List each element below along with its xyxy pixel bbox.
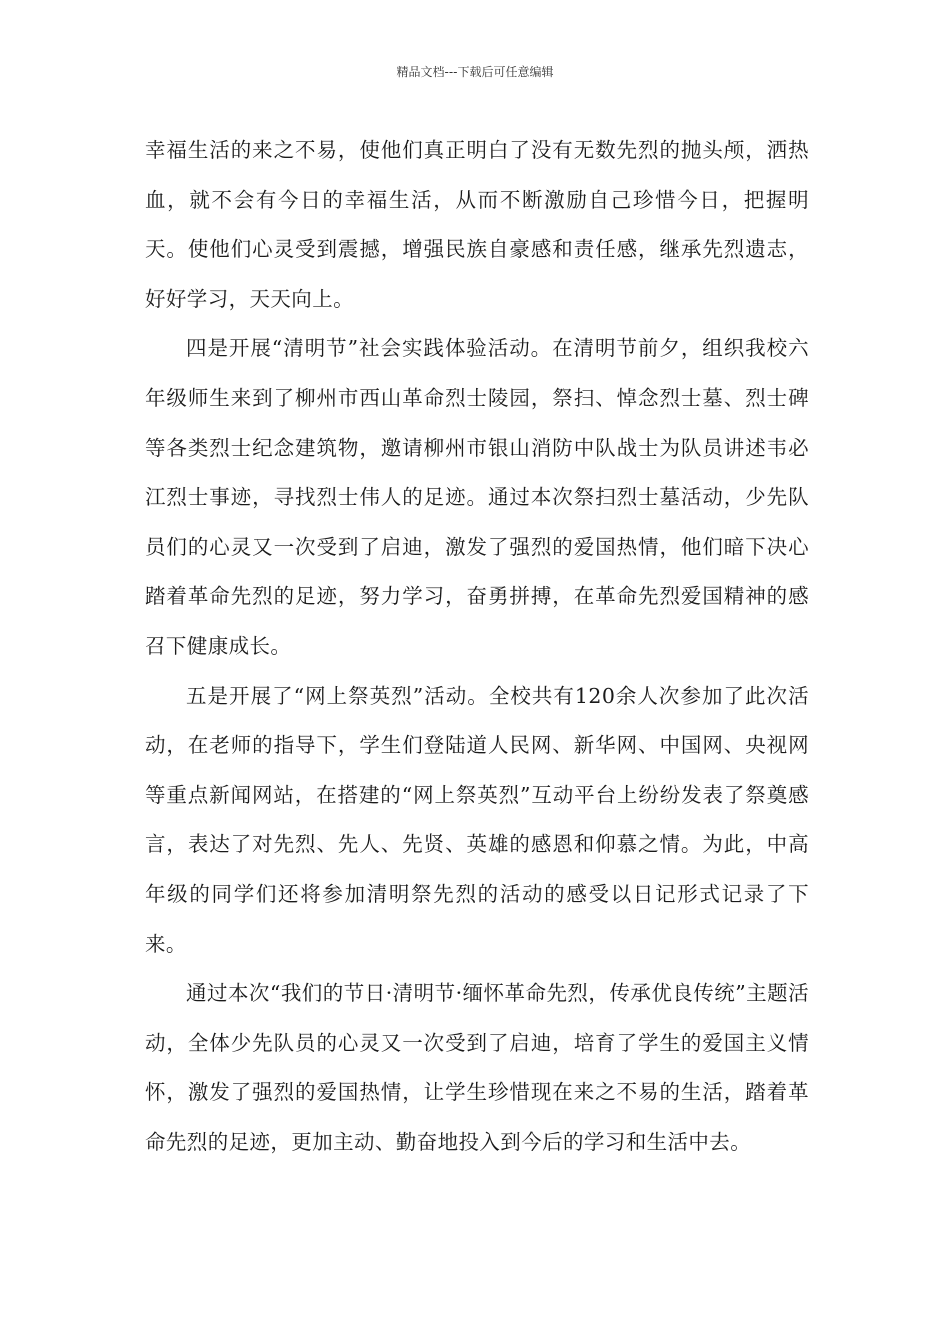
page-header: 精品文档---下载后可任意编辑 [396,65,554,79]
paragraph-activity-five: 五是开展了“网上祭英烈”活动。全校共有120余人次参加了此次活动，在老师的指导下，学生们登陆道人民网、新华网、中国网、央视网等重点新闻网站，在搭建的“网上祭英烈”互动平台上纷纷发表了祭奠感言，表达了对先烈、先人、先贤、英雄的感恩和仰慕之情。为此，中高年级的同学们还将参加清明祭先烈的活动的感受以日记形式记录了下来。 [145,683,809,956]
paragraph-continuation: 幸福生活的来之不易，使他们真正明白了没有无数先烈的抛头颅，洒热血，就不会有今日的幸福生活，从而不断激励自己珍惜今日，把握明天。使他们心灵受到震撼，增强民族自豪感和责任感，继承先烈遗志，好好学习，天天向上。 [145,138,809,311]
document-body [145,126,809,1167]
paragraph-activity-four: 四是开展“清明节”社会实践体验活动。在清明节前夕，组织我校六年级师生来到了柳州市西山革命烈士陵园，祭扫、悼念烈士墓、烈士碑等各类烈士纪念建筑物，邀请柳州市银山消防中队战士为队员讲述韦必江烈士事迹，寻找烈士伟人的足迹。通过本次祭扫烈士墓活动，少先队员们的心灵又一次受到了启迪，激发了强烈的爱国热情，他们暗下决心踏着革命先烈的足迹，努力学习，奋勇拼搏，在革命先烈爱国精神的感召下健康成长。 [145,336,809,658]
paragraph-summary: 通过本次“我们的节日·清明节·缅怀革命先烈，传承优良传统”主题活动，全体少先队员的心灵又一次受到了启迪，培育了学生的爱国主义情怀，激发了强烈的爱国热情，让学生珍惜现在来之不易的生活，踏着革命先烈的足迹，更加主动、勤奋地投入到今后的学习和生活中去。 [145,981,809,1154]
